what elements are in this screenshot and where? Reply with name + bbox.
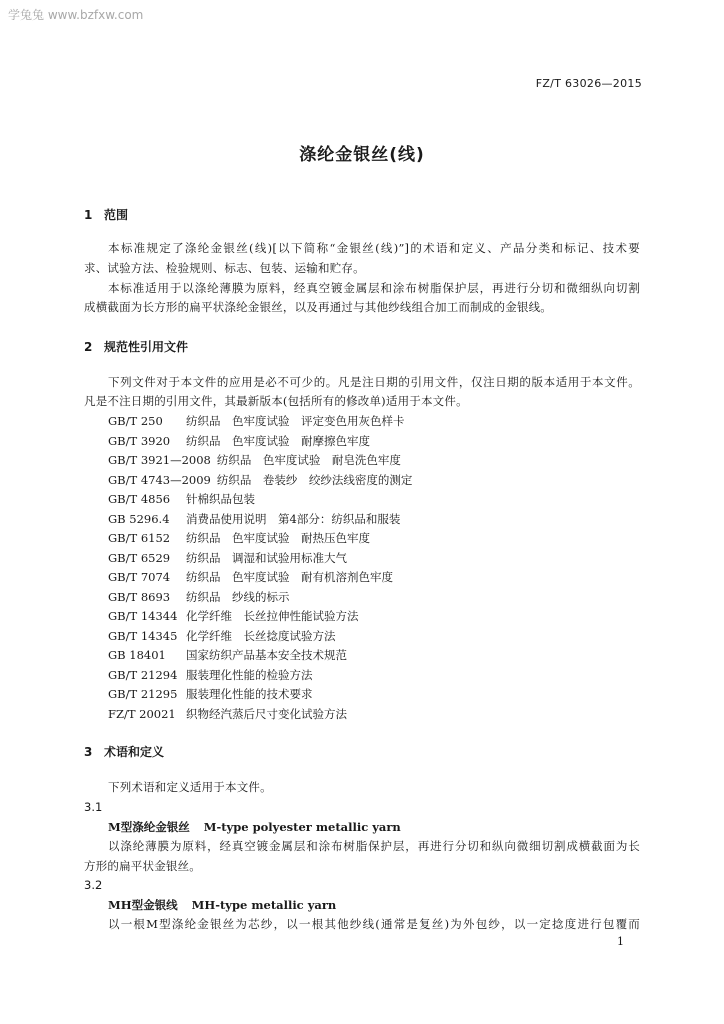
paragraph-line: 下列术语和定义适用于本文件。 [108, 780, 272, 794]
paragraph-line: 本标准规定了涤纶金银丝(线)[以下简称“金银丝(线)”]的术语和定义、产品分类和标记、技术要 [108, 241, 640, 255]
reference-item [108, 628, 336, 644]
paragraph-line: 本标准适用于以涤纶薄膜为原料，经真空镀金属层和涂布树脂保护层，再进行分切和微细纵向切割 [108, 281, 640, 295]
reference-title: 纺织品 色牢度试验 耐热压色牢度 [186, 531, 370, 545]
document-title: 涤纶金银丝(线) [299, 145, 425, 165]
paragraph-line: 求、试验方法、检验规则、标志、包装、运输和贮存。 [84, 261, 365, 275]
reference-code: GB/T 3921—2008 [108, 453, 211, 467]
section-3-heading [84, 743, 164, 760]
term-number: 3.2 [84, 878, 103, 892]
page-number: 1 [617, 935, 624, 948]
term-zh: MH型金银线 [108, 898, 178, 912]
reference-title: 纺织品 卷装纱 绞纱法线密度的测定 [216, 473, 413, 487]
reference-title: 织物经汽蒸后尺寸变化试验方法 [186, 707, 347, 721]
reference-item [108, 511, 400, 527]
reference-code: GB/T 8693 [108, 590, 171, 604]
reference-code: GB/T 21294 [108, 668, 178, 682]
section-title: 规范性引用文件 [104, 340, 189, 354]
reference-item [108, 608, 359, 624]
reference-code: GB 18401 [108, 648, 166, 662]
section-number: 1 [84, 208, 93, 222]
reference-item [108, 413, 405, 429]
reference-item [108, 589, 290, 605]
reference-title: 纺织品 色牢度试验 耐摩擦色牢度 [186, 434, 370, 448]
paragraph-line: 以一根M型涤纶金银丝为芯纱，以一根其他纱线(通常是复丝)为外包纱，以一定捻度进行包覆而 [108, 917, 640, 931]
reference-item [108, 452, 401, 468]
section-title: 范围 [104, 208, 129, 222]
term-en: MH-type metallic yarn [191, 898, 337, 912]
section-1-heading [84, 206, 128, 223]
reference-code: GB 5296.4 [108, 512, 170, 526]
term-number: 3.1 [84, 800, 103, 814]
reference-title: 针棉织品包装 [186, 492, 255, 506]
reference-item [108, 647, 347, 663]
reference-code: GB/T 7074 [108, 570, 171, 584]
reference-item [108, 530, 370, 546]
reference-code: GB/T 250 [108, 414, 163, 428]
reference-title: 纺织品 色牢度试验 耐皂洗色牢度 [216, 453, 401, 467]
section-2-heading [84, 338, 188, 355]
term-zh: M型涤纶金银丝 [108, 820, 190, 834]
reference-title: 化学纤维 长丝拉伸性能试验方法 [186, 609, 359, 623]
reference-item [108, 491, 255, 507]
watermark: 学兔兔 www.bzfxw.com [8, 8, 144, 22]
paragraph-line: 成横截面为长方形的扁平状涤纶金银丝，以及再通过与其他纱线组合加工而制成的金银线。 [84, 300, 552, 314]
reference-code: GB/T 14344 [108, 609, 178, 623]
reference-item [108, 706, 347, 722]
reference-code: GB/T 4856 [108, 492, 171, 506]
reference-title: 服装理化性能的检验方法 [186, 668, 313, 682]
reference-item [108, 550, 347, 566]
reference-item [108, 569, 393, 585]
standard-code: FZ/T 63026—2015 [535, 77, 642, 90]
reference-title: 纺织品 色牢度试验 耐有机溶剂色牢度 [186, 570, 393, 584]
reference-code: GB/T 6529 [108, 551, 171, 565]
section-number: 3 [84, 745, 93, 759]
paragraph-line: 下列文件对于本文件的应用是必不可少的。凡是注日期的引用文件，仅注日期的版本适用于本文件。 [108, 375, 640, 389]
reference-code: FZ/T 20021 [108, 707, 176, 721]
reference-code: GB/T 4743—2009 [108, 473, 211, 487]
reference-code: GB/T 14345 [108, 629, 178, 643]
paragraph-line: 凡是不注日期的引用文件，其最新版本(包括所有的修改单)适用于本文件。 [84, 394, 468, 408]
reference-title: 消费品使用说明 第4部分：纺织品和服装 [186, 512, 401, 526]
paragraph-line: 方形的扁平状金银丝。 [84, 859, 201, 873]
reference-code: GB/T 21295 [108, 687, 178, 701]
reference-title: 化学纤维 长丝捻度试验方法 [186, 629, 336, 643]
section-title: 术语和定义 [104, 745, 165, 759]
term-heading [108, 819, 401, 835]
reference-item [108, 472, 412, 488]
reference-item [108, 433, 370, 449]
term-en: M-type polyester metallic yarn [203, 820, 401, 834]
reference-item [108, 686, 313, 702]
paragraph-line: 以涤纶薄膜为原料，经真空镀金属层和涂布树脂保护层，再进行分切和纵向微细切割成横截面为长 [108, 839, 640, 853]
reference-title: 纺织品 调湿和试验用标准大气 [186, 551, 347, 565]
reference-title: 国家纺织产品基本安全技术规范 [186, 648, 347, 662]
reference-item [108, 667, 313, 683]
reference-title: 纺织品 纱线的标示 [186, 590, 290, 604]
reference-code: GB/T 3920 [108, 434, 171, 448]
term-heading [108, 897, 336, 913]
section-number: 2 [84, 340, 93, 354]
reference-title: 服装理化性能的技术要求 [186, 687, 313, 701]
reference-code: GB/T 6152 [108, 531, 171, 545]
reference-title: 纺织品 色牢度试验 评定变色用灰色样卡 [186, 414, 405, 428]
